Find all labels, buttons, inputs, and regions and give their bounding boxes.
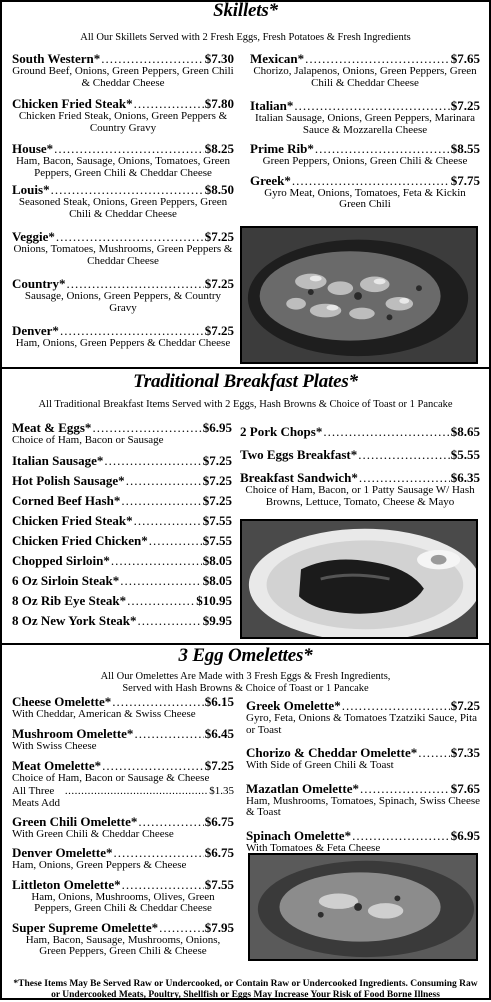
item-price: $7.25 bbox=[204, 229, 234, 244]
item-price: $7.25 bbox=[202, 472, 232, 488]
menu-item bbox=[12, 142, 234, 179]
item-name: Littleton Omelette* bbox=[12, 876, 121, 892]
addon-label: All Three Meats Add bbox=[12, 784, 60, 809]
item-price: $6.95 bbox=[450, 827, 480, 843]
item-description: Ham, Onions, Green Peppers & Cheddar Cheese bbox=[15, 337, 231, 349]
item-price: $8.65 bbox=[450, 424, 480, 439]
menu-item bbox=[250, 99, 480, 136]
item-price: $7.55 bbox=[202, 532, 232, 548]
item-description: Ham, Onions, Mushrooms, Olives, Green Peppers, Green Chili & Cheddar Cheese bbox=[31, 890, 215, 914]
menu-item bbox=[12, 921, 234, 958]
item-name: Super Supreme Omelette* bbox=[12, 919, 159, 935]
item-description: With Swiss Cheese bbox=[12, 739, 97, 752]
item-name: Louis* bbox=[12, 182, 50, 197]
omelettes-subtitle-line-2: Served with Hash Browns & Choice of Toast or 1 Pancake bbox=[122, 683, 369, 694]
item-name: Chicken Fried Steak* bbox=[12, 96, 133, 111]
item-description: With Green Chili & Cheddar Cheese bbox=[12, 827, 174, 840]
omelettes-section bbox=[8, 644, 483, 1002]
menu-item bbox=[12, 420, 232, 447]
breakfast-left-column bbox=[12, 420, 232, 630]
menu-item bbox=[246, 782, 480, 819]
item-description: Italian Sausage, Onions, Green Peppers, Marinara Sauce & Mozzarella Cheese bbox=[255, 112, 475, 136]
item-name: Breakfast Sandwich* bbox=[240, 470, 358, 485]
menu-item bbox=[250, 174, 480, 211]
menu-item bbox=[12, 277, 234, 314]
item-price: $7.25 bbox=[204, 276, 234, 291]
item-name: Green Chili Omelette* bbox=[12, 813, 138, 829]
breakfast-photo bbox=[240, 519, 478, 639]
omelettes-subtitle-line-1: All Our Omelettes Are Made with 3 Fresh Eggs & Fresh Ingredients, bbox=[100, 671, 391, 682]
item-price: $7.65 bbox=[450, 51, 480, 66]
item-name: Italian Sausage* bbox=[12, 452, 104, 468]
item-name: Country* bbox=[12, 276, 66, 291]
item-description: Ham, Mushrooms, Tomatoes, Spinach, Swiss Cheese & Toast bbox=[246, 794, 480, 818]
item-description: Ham, Bacon, Sausage, Mushrooms, Onions, Green Peppers, Green Chili & Cheese bbox=[25, 933, 221, 957]
item-description: Ham, Bacon, Sausage, Onions, Tomatoes, Green Peppers, Green Chili & Cheddar Cheese bbox=[15, 155, 231, 179]
omelettes-right-column bbox=[246, 699, 480, 859]
item-name: 6 Oz Sirloin Steak* bbox=[12, 572, 120, 588]
item-price: $5.55 bbox=[450, 447, 480, 462]
menu-item bbox=[246, 746, 480, 772]
item-description: Sausage, Onions, Green Peppers, & Country Gravy bbox=[24, 290, 222, 314]
meat-addon bbox=[12, 785, 234, 809]
item-name: Italian* bbox=[250, 98, 294, 113]
item-name: Greek Omelette* bbox=[246, 698, 341, 713]
menu-item bbox=[12, 727, 234, 753]
item-price: $7.80 bbox=[204, 96, 234, 111]
item-name: Veggie* bbox=[12, 229, 55, 244]
item-description: Choice of Ham, Bacon or Sausage bbox=[12, 434, 164, 446]
item-name: House* bbox=[12, 141, 54, 156]
item-description: Choice of Ham, Bacon, or 1 Patty Sausage W/ Hash Browns, Lettuce, Tomato, Cheese & Mayo bbox=[245, 484, 475, 508]
menu-item bbox=[240, 470, 480, 508]
item-price: $8.55 bbox=[450, 141, 480, 156]
menu-item bbox=[240, 424, 480, 439]
item-price: $8.05 bbox=[202, 572, 232, 588]
item-name: Greek* bbox=[250, 172, 291, 188]
menu-item bbox=[12, 533, 232, 548]
breakfast-section bbox=[8, 369, 483, 644]
menu-item bbox=[250, 52, 480, 89]
item-price: $7.95 bbox=[204, 919, 234, 935]
item-price: $7.25 bbox=[202, 492, 232, 508]
item-name: 8 Oz New York Steak* bbox=[12, 612, 137, 628]
skillets-left-column bbox=[12, 52, 234, 355]
omelette-photo bbox=[248, 853, 478, 961]
item-price: $7.55 bbox=[202, 512, 232, 528]
item-description: Choice of Ham, Bacon or Sausage & Cheese bbox=[12, 772, 210, 784]
menu-item bbox=[12, 593, 232, 608]
item-price: $7.25 bbox=[202, 452, 232, 468]
menu-item bbox=[12, 878, 234, 915]
item-description: With Cheddar, American & Swiss Cheese bbox=[12, 708, 196, 720]
item-name: Denver Omelette* bbox=[12, 845, 113, 860]
item-name: Spinach Omelette* bbox=[246, 827, 352, 843]
item-description: Chorizo, Jalapenos, Onions, Green Peppers, Green Chili & Cheddar Cheese bbox=[253, 65, 477, 89]
menu-item bbox=[246, 699, 480, 736]
item-name: Cheese Omelette* bbox=[12, 694, 112, 709]
menu-item bbox=[12, 695, 234, 721]
item-name: Meat Omelette* bbox=[12, 758, 102, 773]
item-name: Mazatlan Omelette* bbox=[246, 780, 359, 796]
item-name: Two Eggs Breakfast* bbox=[240, 447, 358, 462]
item-description: Ground Beef, Onions, Green Peppers, Green Chili & Cheddar Cheese bbox=[12, 65, 234, 89]
skillets-right-column bbox=[250, 52, 480, 216]
menu-item bbox=[12, 613, 232, 628]
item-price: $9.95 bbox=[202, 612, 232, 628]
item-price: $6.45 bbox=[204, 725, 234, 741]
item-price: $8.25 bbox=[204, 141, 234, 156]
menu-item bbox=[12, 759, 234, 809]
item-name: Chopped Sirloin* bbox=[12, 552, 110, 568]
item-name: 2 Pork Chops* bbox=[240, 424, 323, 439]
item-name: Mexican* bbox=[250, 51, 305, 66]
item-description: Gyro, Feta, Onions & Tomatoes Tzatziki Sauce, Pita or Toast bbox=[246, 712, 478, 736]
item-price: $8.05 bbox=[202, 552, 232, 568]
menu-item bbox=[12, 815, 234, 841]
menu-item bbox=[12, 97, 234, 134]
menu-item bbox=[12, 513, 232, 528]
breakfast-subtitle: All Traditional Breakfast Items Served with 2 Eggs, Hash Browns & Choice of Toast or 1 Pancake bbox=[38, 399, 453, 410]
menu-item bbox=[250, 142, 480, 168]
item-description: With Tomatoes & Feta Cheese bbox=[246, 841, 381, 854]
menu-item bbox=[12, 324, 234, 350]
menu-item bbox=[12, 473, 232, 488]
item-price: $6.75 bbox=[204, 845, 234, 860]
menu-item bbox=[12, 846, 234, 872]
skillets-section bbox=[8, 2, 483, 368]
item-price: $7.55 bbox=[204, 876, 234, 892]
item-description: Green Peppers, Onions, Green Chili & Cheese bbox=[262, 155, 468, 167]
addon-price: $1.35 bbox=[209, 784, 234, 797]
item-name: Mushroom Omelette* bbox=[12, 725, 134, 741]
item-name: Meat & Eggs* bbox=[12, 420, 92, 435]
item-price: $8.50 bbox=[204, 182, 234, 197]
item-name: Denver* bbox=[12, 323, 59, 338]
item-description: Chicken Fried Steak, Onions, Green Peppers & Country Gravy bbox=[18, 110, 228, 134]
item-description: Onions, Tomatoes, Mushrooms, Green Peppers & Cheddar Cheese bbox=[13, 243, 233, 267]
item-name: Chicken Fried Chicken* bbox=[12, 532, 148, 548]
item-description: Seasoned Steak, Onions, Green Peppers, Green Chili & Cheddar Cheese bbox=[18, 196, 228, 220]
item-price: $10.95 bbox=[196, 592, 232, 608]
omelettes-left-column bbox=[12, 695, 234, 963]
item-price: $7.65 bbox=[450, 780, 480, 796]
skillet-photo bbox=[240, 226, 478, 364]
item-description: Ham, Onions, Green Peppers & Cheese bbox=[12, 859, 187, 871]
menu-item bbox=[246, 829, 480, 855]
menu-item bbox=[12, 553, 232, 568]
menu-item bbox=[12, 52, 234, 89]
item-name: Prime Rib* bbox=[250, 141, 314, 156]
menu-item bbox=[12, 573, 232, 588]
skillets-title: Skillets* bbox=[213, 0, 278, 21]
item-description: Gyro Meat, Onions, Tomatoes, Feta & Kickin Green Chili bbox=[264, 186, 466, 210]
item-price: $7.30 bbox=[204, 51, 234, 66]
item-name: Chorizo & Cheddar Omelette* bbox=[246, 745, 418, 760]
omelettes-title: 3 Egg Omelettes* bbox=[178, 645, 313, 666]
item-price: $6.95 bbox=[202, 420, 232, 435]
item-price: $7.75 bbox=[450, 172, 480, 188]
item-price: $7.25 bbox=[204, 758, 234, 773]
menu-item bbox=[12, 453, 232, 468]
item-price: $6.75 bbox=[204, 813, 234, 829]
food-safety-disclaimer: *These Items May Be Served Raw or Undercooked, or Contain Raw or Undercooked Ingredients. Consuming Raw or Undercooked Meats, Poultry, Shellfish or Eggs May Increase Your Risk of Food Borne Illness bbox=[13, 979, 478, 1000]
item-name: South Western* bbox=[12, 51, 101, 66]
item-price: $7.25 bbox=[450, 698, 480, 713]
item-price: $6.35 bbox=[450, 470, 480, 485]
menu-item bbox=[12, 493, 232, 508]
item-price: $7.35 bbox=[450, 745, 480, 760]
menu-item bbox=[12, 230, 234, 267]
menu-item bbox=[240, 447, 480, 462]
item-name: Chicken Fried Steak* bbox=[12, 512, 133, 528]
item-name: Hot Polish Sausage* bbox=[12, 472, 125, 488]
menu-item bbox=[12, 183, 234, 220]
item-name: 8 Oz Rib Eye Steak* bbox=[12, 592, 127, 608]
item-price: $7.25 bbox=[450, 98, 480, 113]
breakfast-title: Traditional Breakfast Plates* bbox=[133, 371, 358, 392]
breakfast-right-column bbox=[240, 424, 480, 510]
item-description: With Side of Green Chili & Toast bbox=[246, 759, 394, 771]
skillets-subtitle: All Our Skillets Served with 2 Fresh Eggs, Fresh Potatoes & Fresh Ingredients bbox=[80, 32, 411, 43]
item-price: $6.15 bbox=[204, 694, 234, 709]
item-price: $7.25 bbox=[204, 323, 234, 338]
item-name: Corned Beef Hash* bbox=[12, 492, 121, 508]
